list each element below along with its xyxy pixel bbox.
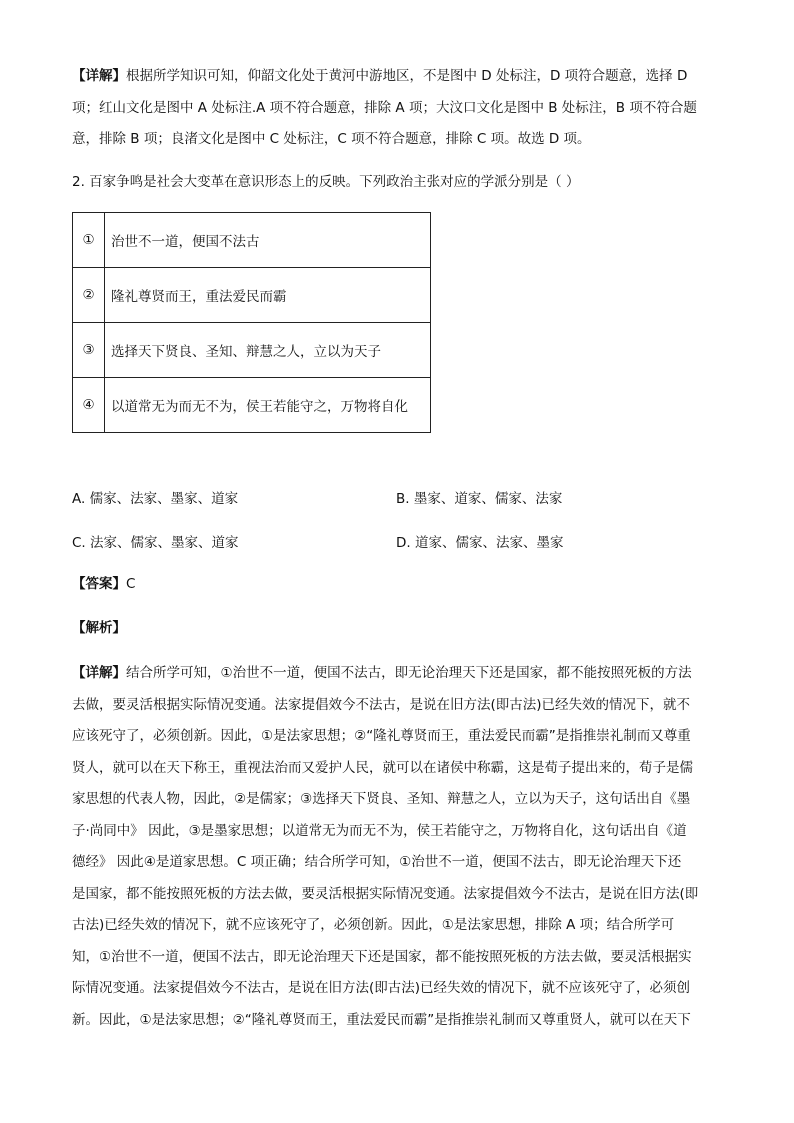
row-number: ④: [73, 378, 105, 433]
option-d: D. 道家、儒家、法家、墨家: [396, 535, 564, 551]
answer-line: [72, 569, 722, 601]
option-b: B. 墨家、道家、儒家、法家: [396, 491, 563, 507]
statement-table: [72, 212, 431, 433]
question-stem: 2. 百家争鸣是社会大变革在意识形态上的反映。下列政治主张对应的学派分别是（ ）: [72, 174, 580, 190]
detail-line-10: 知，①治世不一道，便国不法古，即无论治理天下还是国家，都不能按照死板的方法去做，要灵活根据实: [72, 948, 692, 965]
row-text: 治世不一道，便国不法古: [105, 213, 431, 268]
detail-line-5: 家思想的代表人物，因此，②是儒家；③选择天下贤良、圣知、辩慧之人，立以为天子，这句话出自《墨: [72, 791, 691, 807]
row-text: 以道常无为而无不为，侯王若能守之，万物将自化: [105, 378, 431, 433]
prev-line-3: 意，排除 B 项；良渚文化是图中 C 处标注，C 项不符合题意，排除 C 项。故选 D 项。: [72, 131, 591, 147]
row-number: ③: [73, 323, 105, 378]
option-a: A. 儒家、法家、墨家、道家: [72, 491, 239, 507]
detail-line-7: 德经》 因此④是道家思想。C 项正确；结合所学可知，①治世不一道，便国不法古，即无论治理天下还: [72, 854, 682, 870]
previous-analysis: [72, 61, 722, 156]
detail-line-3: 应该死守了，必须创新。因此，①是法家思想；②“隆礼尊贤而王，重法爱民而霸”是指推崇礼制而又尊重: [72, 728, 691, 744]
table-row: [73, 213, 431, 268]
detail-line-9: 古法)已经失效的情况下，就不应该死守了，必须创新。因此，①是法家思想，排除 A 项；结合所学可: [72, 917, 675, 933]
detail-line-6: 子·尚同中》 因此，③是墨家思想；以道常无为而无不为，侯王若能守之，万物将自化，这句话出自《道: [72, 822, 687, 839]
table-row: [73, 268, 431, 323]
row-text: 隆礼尊贤而王，重法爱民而霸: [105, 268, 431, 323]
prev-line-2: 项；红山文化是图中 A 处标注.A 项不符合题意，排除 A 项；大汶口文化是图中 B 处标注，B 项不符合题: [72, 99, 697, 116]
detail-line-4: 贤人，就可以在天下称王，重视法治而又爱护人民，就可以在诸侯中称霸，这是荀子提出来的，荀子是儒: [72, 759, 693, 776]
detail-line-2: 去做，要灵活根据实际情况变通。法家提倡效今不法古，是说在旧方法(即古法)已经失效的情况下，就不: [72, 696, 691, 713]
analysis-label: 【解析】: [72, 620, 126, 636]
table-row: [73, 378, 431, 433]
detail-label: 【详解】: [72, 665, 126, 681]
detailed-analysis: [72, 658, 722, 1036]
detail-label: 【详解】: [72, 68, 126, 84]
row-number: ②: [73, 268, 105, 323]
detail-line-12: 新。因此，①是法家思想；②“隆礼尊贤而王，重法爱民而霸”是指推崇礼制而又尊重贤人，就可以在天下: [72, 1011, 691, 1028]
detail-line-8: 是国家，都不能按照死板的方法去做，要灵活根据实际情况变通。法家提倡效今不法古，是说在旧方法(即: [72, 885, 699, 902]
detail-line-11: 际情况变通。法家提倡效今不法古，是说在旧方法(即古法)已经失效的情况下，就不应该死守了，必须创: [72, 980, 691, 996]
row-number: ①: [73, 213, 105, 268]
option-c: C. 法家、儒家、墨家、道家: [72, 535, 239, 551]
answer-label: 【答案】: [72, 576, 126, 592]
detail-line-1: 【详解】结合所学可知，①治世不一道，便国不法古，即无论治理天下还是国家，都不能按照死板的方法: [72, 665, 692, 681]
table-row: [73, 323, 431, 378]
answer-value: C: [126, 576, 136, 592]
prev-line-1: 【详解】根据所学知识可知，仰韶文化处于黄河中游地区，不是图中 D 处标注，D 项符合题意，选择 D: [72, 68, 688, 84]
row-text: 选择天下贤良、圣知、辩慧之人，立以为天子: [105, 323, 431, 378]
